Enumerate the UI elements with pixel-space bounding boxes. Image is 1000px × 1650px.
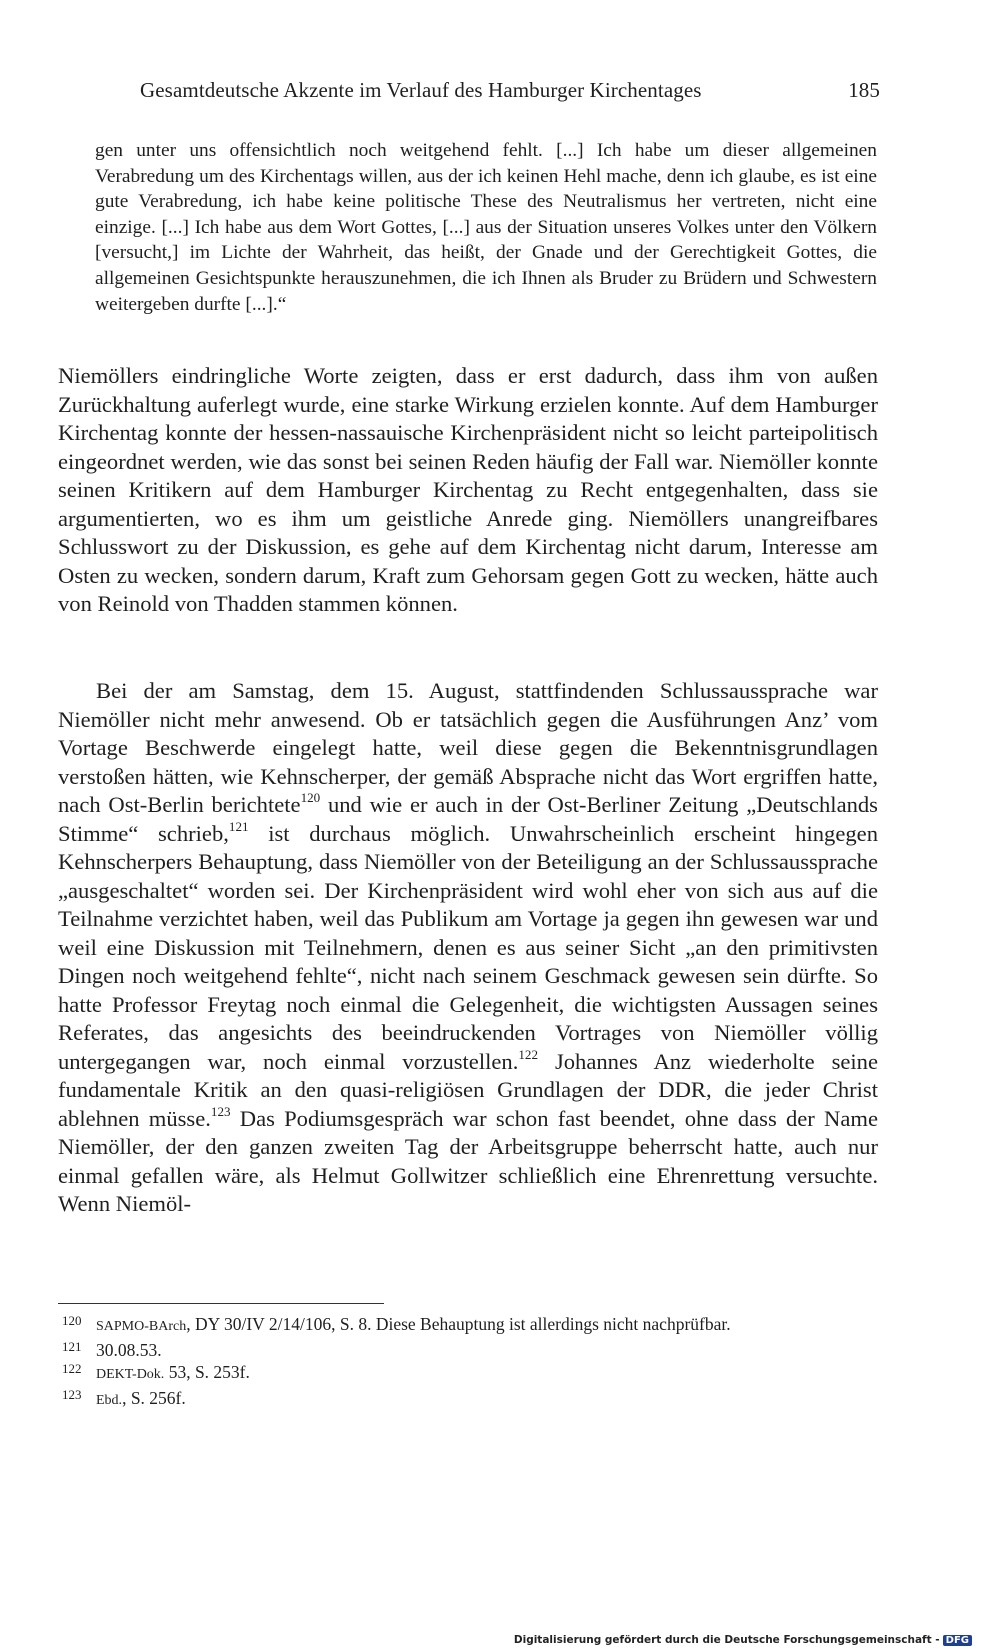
paragraph-1-text: Niemöllers eindringliche Worte zeigten, dass er erst dadurch, dass ihm von außen Zurückhaltung auferlegt wurde, eine starke Wirkung erzielen konnte. Auf dem Hamburger Kirchentag konnte der hessen-nassauische Kirchenpräsident nicht so leicht parteipolitisch eingeordnet werden, wie das sonst bei seinen Reden häufig der Fall war. Niemöller konnte seinen Kritikern auf dem Hamburger Kirchentag zu Recht entgegenhalten, dass sie argumentierten, wo es ihm um geistliche Anrede ging. Niemöllers unangreifbares Schlusswort zu der Diskussion, es gehe auf dem Kirchentag nicht darum, Interesse am Osten zu wecken, sondern darum, Kraft zum Gehorsam gegen Gott zu wecken, hätte auch von Reinold von Thadden stammen können.	[58, 363, 878, 616]
footnote-text: , S. 256f.	[122, 1387, 186, 1408]
digitization-credit	[514, 1634, 972, 1646]
credit-text: Digitalisierung gefördert durch die Deutsche Forschungsgemeinschaft -	[513, 1634, 940, 1646]
footnote-ref-120[interactable]: 120	[300, 790, 321, 806]
paragraph-2-segment: Johannes Anz wiederholte seine fundamentale Kritik an den quasi-religiösen Grundlagen der DDR, die jeder Christ ablehnen müsse.	[58, 1048, 879, 1131]
block-quote	[95, 138, 877, 317]
footnote-121	[58, 1339, 878, 1362]
footnote-ref-122[interactable]: 122	[518, 1046, 539, 1062]
footnote-divider	[58, 1303, 384, 1304]
footnote-text: , DY 30/IV 2/14/106, S. 8. Diese Behauptung ist allerdings nicht nachprüfbar.	[186, 1314, 731, 1334]
paragraph-2-segment: Bei der am Samstag, dem 15. August, stattfindenden Schlussaussprache war Niemöller nicht mehr anwesend. Ob er tatsächlich gegen die Ausführungen Anz’ vom Vortage Beschwerde eingelegt hatte, weil diese gegen die Bekenntnisgrundlagen verstoßen hätten, wie Kehnscherper, der gemäß Absprache nicht das Wort ergriffen hatte, nach Ost-Berlin berichtete	[58, 678, 878, 817]
footnote-120	[58, 1313, 878, 1339]
page-number: 185	[848, 78, 880, 102]
footnotes	[58, 1313, 878, 1412]
footnote-122	[58, 1361, 878, 1387]
paragraph-2-segment: ist durchaus möglich. Unwahrscheinlich erscheint hingegen Kehnscherpers Behauptung, dass Niemöller von der Beteiligung an der Schlussaussprache „ausgeschaltet“ worden sei. Der Kirchenpräsident wird wohl eher von sich aus auf die Teilnahme verzichtet haben, weil das Publikum am Vortage ja gegen ihn gewesen war und weil eine Diskussion mit Teilnehmern, denen es aus seiner Sicht „an den primitivsten Dingen noch weitgehend fehlte“, nicht nach seinem Geschmack gewesen sein dürfte. So hatte Professor Freytag noch einmal die Gelegenheit, die wichtigsten Aussagen seines Referates, das angesichts des beeindruckenden Vortrages von Niemöller völlig untergegangen war, noch einmal vorzustellen.	[58, 820, 878, 1074]
footnote-source-smallcaps: DEKT-Dok.	[96, 1367, 165, 1382]
paragraph-2-text	[58, 677, 878, 1219]
footnote-text: 30.08.53.	[96, 1339, 162, 1360]
paragraph-2-segment: Das Podiumsgespräch war schon fast beendet, ohne dass der Name Niemöller, der den ganzen zweiten Tag der Arbeitsgruppe beherrscht hatte, auch nur einmal gefallen wäre, als Helmut Gollwitzer schließlich eine Ehrenrettung versuchte. Wenn Niemöl-	[58, 1105, 878, 1216]
footnote-number: 123	[62, 1386, 82, 1402]
footnote-text: 53, S. 253f.	[164, 1362, 250, 1382]
footnote-ref-123[interactable]: 123	[210, 1103, 231, 1119]
quote-text: gen unter uns offensichtlich noch weitgehend fehlt. [...] Ich habe um dieser allgemeinen Verabredung um des Kirchentags willen, aus der ich keinen Hehl mache, denn ich glaube, es ist eine gute Verabredung, ich habe keine politische These des Neutralismus her vertreten, nicht eine einzige. [...] Ich habe aus dem Wort Gottes, [...] aus der Situation unseres Volkes unter den Völkern [versucht,] im Lichte der Wahrheit, das heißt, der Gnade und der Gerechtigkeit Gottes, die allgemeinen Gesichtspunkte herauszunehmen, die ich Ihnen als Bruder zu Brüdern und Schwestern weitergeben durfte [...].“	[95, 140, 877, 315]
paragraph-2-segment: und wie er auch in der Ost-Berliner Zeitung „Deutschlands Stimme“ schrieb,	[58, 792, 878, 846]
body-paragraph-2	[58, 677, 878, 1219]
footnote-source-smallcaps: SAPMO-BArch	[96, 1319, 187, 1334]
footnote-number: 122	[62, 1361, 82, 1376]
footnote-number: 120	[62, 1313, 82, 1328]
dfg-logo: DFG	[943, 1635, 972, 1646]
footnote-number: 121	[62, 1338, 82, 1354]
footnote-source-smallcaps: Ebd.	[96, 1392, 123, 1408]
running-head-title: Gesamtdeutsche Akzente im Verlauf des Hamburger Kirchentages	[140, 78, 702, 102]
footnote-ref-121[interactable]: 121	[228, 818, 249, 834]
body-paragraph-1	[58, 362, 878, 619]
footnote-123	[58, 1387, 878, 1413]
